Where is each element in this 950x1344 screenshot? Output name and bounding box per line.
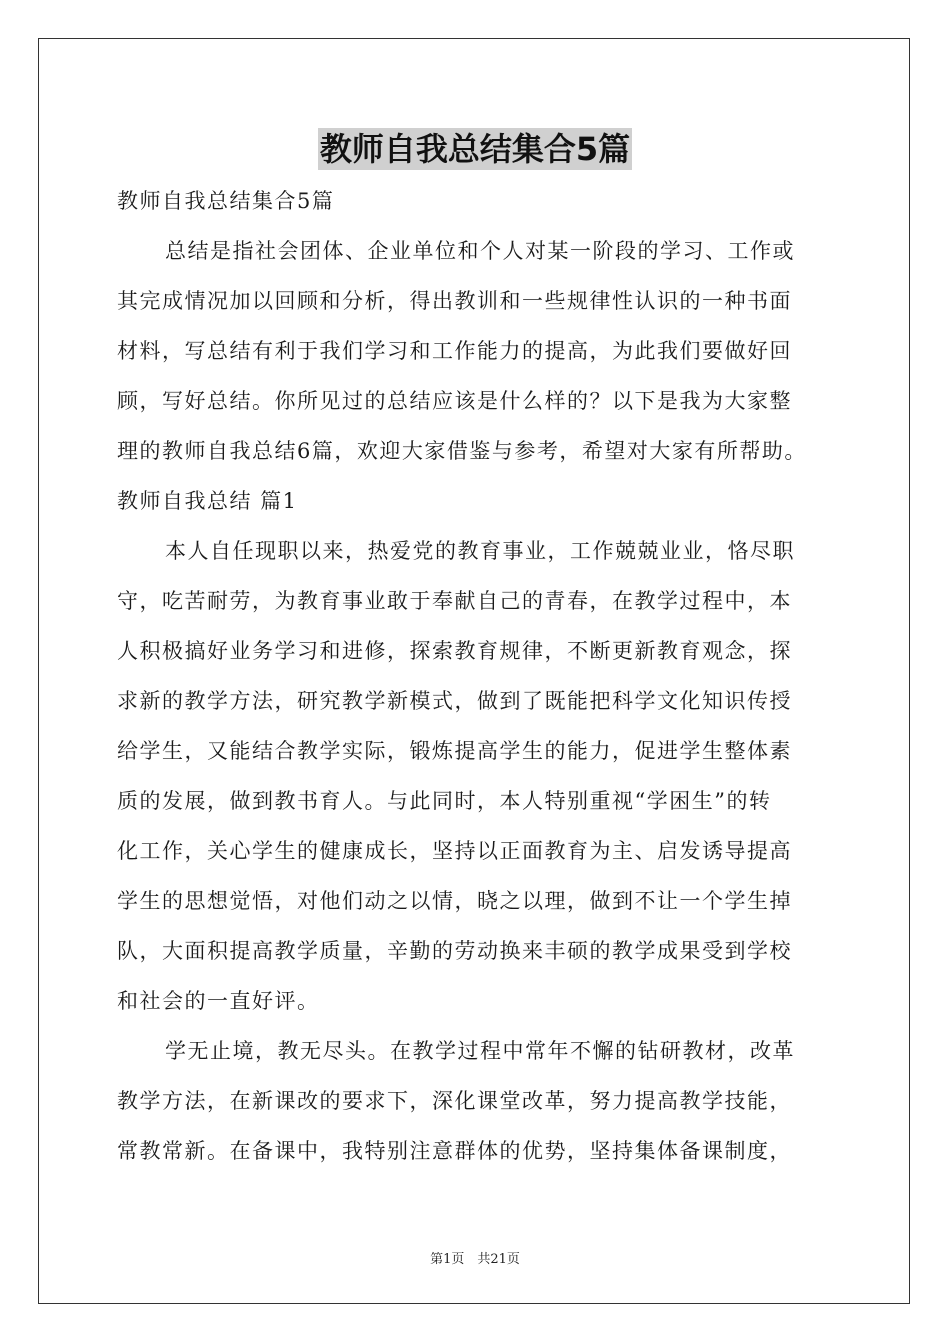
text-line: 人积极搞好业务学习和进修，探索教育规律，不断更新教育观念，探	[117, 639, 792, 663]
text-line: 学无止境，教无尽头。在教学过程中常年不懈的钻研教材，改革	[165, 1039, 795, 1063]
text-line: 顾，写好总结。你所见过的总结应该是什么样的？以下是我为大家整	[117, 389, 792, 413]
text-line: 材料，写总结有利于我们学习和工作能力的提高，为此我们要做好回	[117, 339, 792, 363]
document-title-wrapper	[0, 128, 950, 170]
text-line: 给学生，又能结合教学实际，锻炼提高学生的能力，促进学生整体素	[117, 739, 792, 763]
text-line: 求新的教学方法，研究教学新模式，做到了既能把科学文化知识传授	[117, 689, 792, 713]
text-line: 教师自我总结集合5篇	[117, 189, 335, 213]
text-line: 教学方法，在新课改的要求下，深化课堂改革，努力提高教学技能，	[117, 1089, 792, 1113]
text-line: 守，吃苦耐劳，为教育事业敢于奉献自己的青春，在教学过程中，本	[117, 589, 792, 613]
text-line: 理的教师自我总结6篇，欢迎大家借鉴与参考，希望对大家有所帮助。	[117, 439, 807, 463]
text-line: 队，大面积提高教学质量，辛勤的劳动换来丰硕的教学成果受到学校	[117, 939, 792, 963]
text-line: 其完成情况加以回顾和分析，得出教训和一些规律性认识的一种书面	[117, 289, 792, 313]
page-number: 第1页 共21页	[430, 1252, 520, 1267]
section-heading: 教师自我总结 篇1	[117, 489, 298, 513]
document-body	[117, 176, 837, 1176]
page-footer	[0, 1248, 950, 1267]
text-line: 总结是指社会团体、企业单位和个人对某一阶段的学习、工作或	[165, 239, 795, 263]
text-line: 质的发展，做到教书育人。与此同时，本人特别重视“学困生”的转	[117, 789, 772, 813]
text-line: 常教常新。在备课中，我特别注意群体的优势，坚持集体备课制度，	[117, 1139, 792, 1163]
text-line: 学生的思想觉悟，对他们动之以情，晓之以理，做到不让一个学生掉	[117, 889, 792, 913]
text-line: 本人自任现职以来，热爱党的教育事业，工作兢兢业业，恪尽职	[165, 539, 795, 563]
text-line: 化工作，关心学生的健康成长，坚持以正面教育为主、启发诱导提高	[117, 839, 792, 863]
document-title: 教师自我总结集合5篇	[319, 130, 631, 168]
text-line: 和社会的一直好评。	[117, 989, 320, 1013]
